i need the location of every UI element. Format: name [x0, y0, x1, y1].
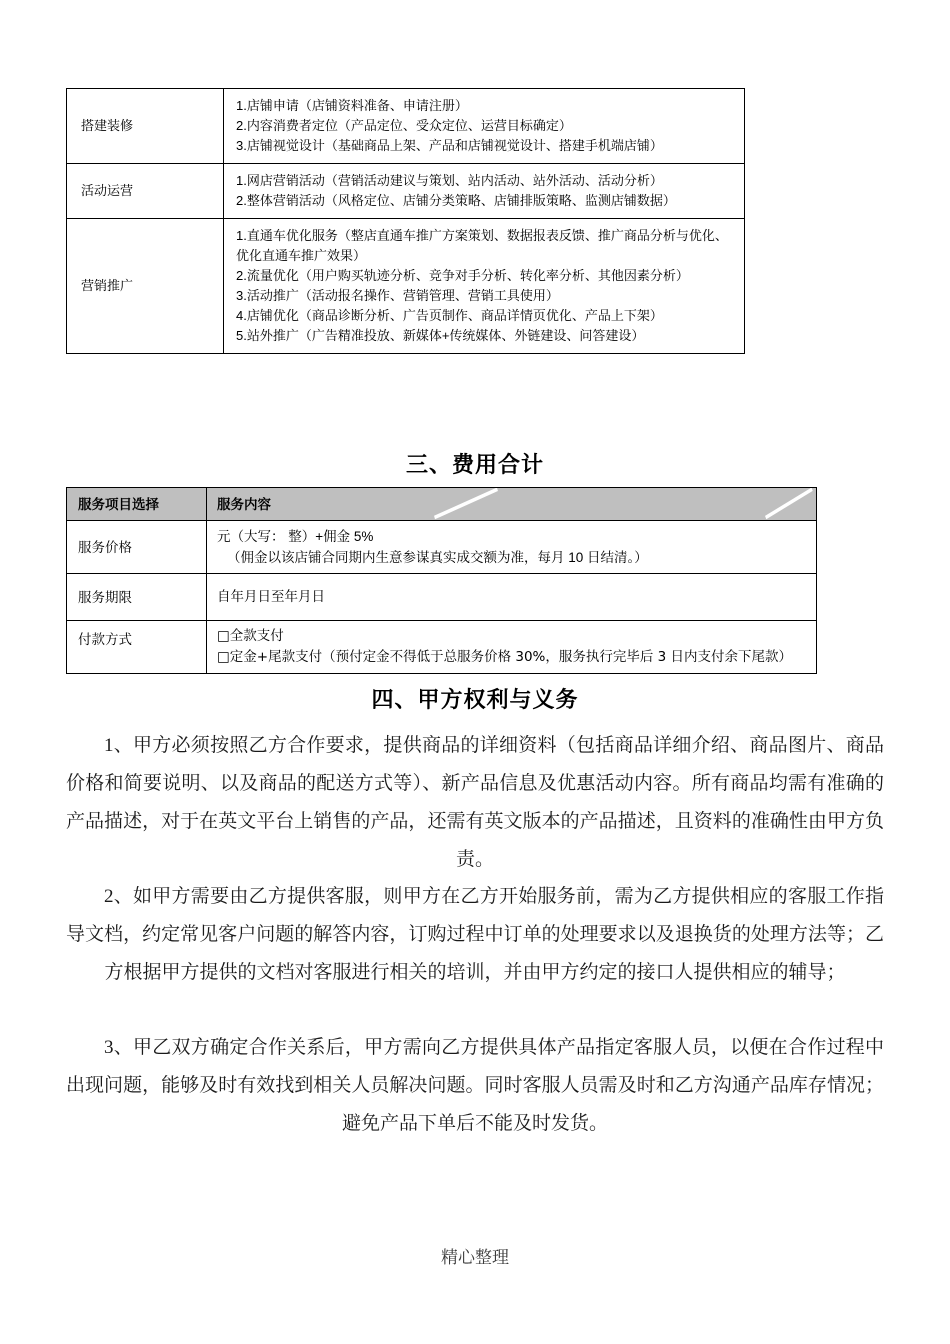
- payment-option-deposit[interactable]: □定金+尾款支付（预付定金不得低于总服务价格 30%，服务执行完毕后 3 日内支付余下尾款）: [217, 649, 793, 665]
- table-row: [67, 219, 745, 354]
- service-scope-table: [66, 88, 745, 354]
- service-category-cell: 活动运营: [67, 164, 224, 219]
- clause-paragraph-3: 3、甲乙双方确定合作关系后，甲方需向乙方提供具体产品指定客服人员，以便在合作过程中出现问题，能够及时有效找到相关人员解决问题。同时客服人员需及时和乙方沟通产品库存情况；避免产品下单后不能及时发货。: [66, 1037, 884, 1134]
- table-row: [67, 574, 817, 621]
- page-footer: 精心整理: [441, 1248, 509, 1267]
- section-heading-fee-total: 三、费用合计: [405, 452, 544, 477]
- fee-header-col1: 服务项目选择: [67, 488, 207, 521]
- service-detail-cell: [224, 89, 745, 164]
- payment-option-full[interactable]: □全款支付: [217, 628, 284, 644]
- clause-paragraph-2: 2、如甲方需要由乙方提供客服，则甲方在乙方开始服务前，需为乙方提供相应的客服工作指导文档，约定常见客户问题的解答内容，订购过程中订单的处理要求以及退换货的处理方法等；乙方根据甲方提供的文档对客服进行相关的培训，并由甲方约定的接口人提供相应的辅导；: [66, 886, 884, 983]
- fee-row-label: 服务期限: [67, 574, 207, 621]
- diagonal-slash-decoration: [207, 488, 816, 520]
- service-detail-line: 2.流量优化（用户购买轨迹分析、竞争对手分析、转化率分析、其他因素分析）: [236, 268, 689, 283]
- fee-row-label: 服务价格: [67, 521, 207, 574]
- fee-row-label: 付款方式: [67, 621, 207, 674]
- service-detail-line: 3.活动推广（活动报名操作、营销管理、营销工具使用）: [236, 288, 559, 303]
- table-row: [67, 164, 745, 219]
- section-heading-party-a-rights: 四、甲方权利与义务: [371, 687, 579, 712]
- table-row: [67, 89, 745, 164]
- fee-summary-table: [66, 487, 817, 674]
- fee-row-content: [207, 621, 817, 674]
- service-detail-line: 1.网店营销活动（营销活动建议与策划、站内活动、站外活动、活动分析）: [236, 173, 663, 188]
- clause-paragraph-1: 1、甲方必须按照乙方合作要求，提供商品的详细资料（包括商品详细介绍、商品图片、商品价格和简要说明、以及商品的配送方式等）、新产品信息及优惠活动内容。所有商品均需有准确的产品描述，对于在英文平台上销售的产品，还需有英文版本的产品描述，且资料的准确性由甲方负责。: [66, 735, 884, 870]
- table-row: [67, 621, 817, 674]
- fee-row-content: [207, 521, 817, 574]
- service-detail-line: 5.站外推广（广告精准投放、新媒体+传统媒体、外链建设、问答建设）: [236, 328, 645, 343]
- service-detail-line: 4.店铺优化（商品诊断分析、广告页制作、商品详情页优化、产品上下架）: [236, 308, 663, 323]
- fee-commission-note: （佣金以该店铺合同期内生意参谋真实成交额为准，每月 10 日结清。）: [227, 550, 648, 565]
- service-detail-line: 1.店铺申请（店铺资料准备、申请注册）: [236, 98, 468, 113]
- fee-row-content: [207, 574, 817, 621]
- service-detail-line: 2.内容消费者定位（产品定位、受众定位、运营目标确定）: [236, 118, 572, 133]
- service-detail-line: 1.直通车优化服务（整店直通车推广方案策划、数据报表反馈、推广商品分析与优化、优化直通车推广效果）: [236, 228, 728, 263]
- service-detail-cell: [224, 219, 745, 354]
- fee-price-line: 元（大写： 整）+佣金 5%: [217, 529, 374, 544]
- service-detail-cell: [224, 164, 745, 219]
- fee-header-col2-label: 服务内容: [217, 496, 271, 512]
- fee-header-col2: [207, 488, 817, 521]
- table-row: [67, 521, 817, 574]
- service-category-cell: 营销推广: [67, 219, 224, 354]
- service-category-cell: 搭建装修: [67, 89, 224, 164]
- service-detail-line: 2.整体营销活动（风格定位、店铺分类策略、店铺排版策略、监测店铺数据）: [236, 193, 676, 208]
- table-header-row: [67, 488, 817, 521]
- service-detail-line: 3.店铺视觉设计（基础商品上架、产品和店铺视觉设计、搭建手机端店铺）: [236, 138, 663, 153]
- service-period-line: 自年月日至年月日: [217, 589, 325, 604]
